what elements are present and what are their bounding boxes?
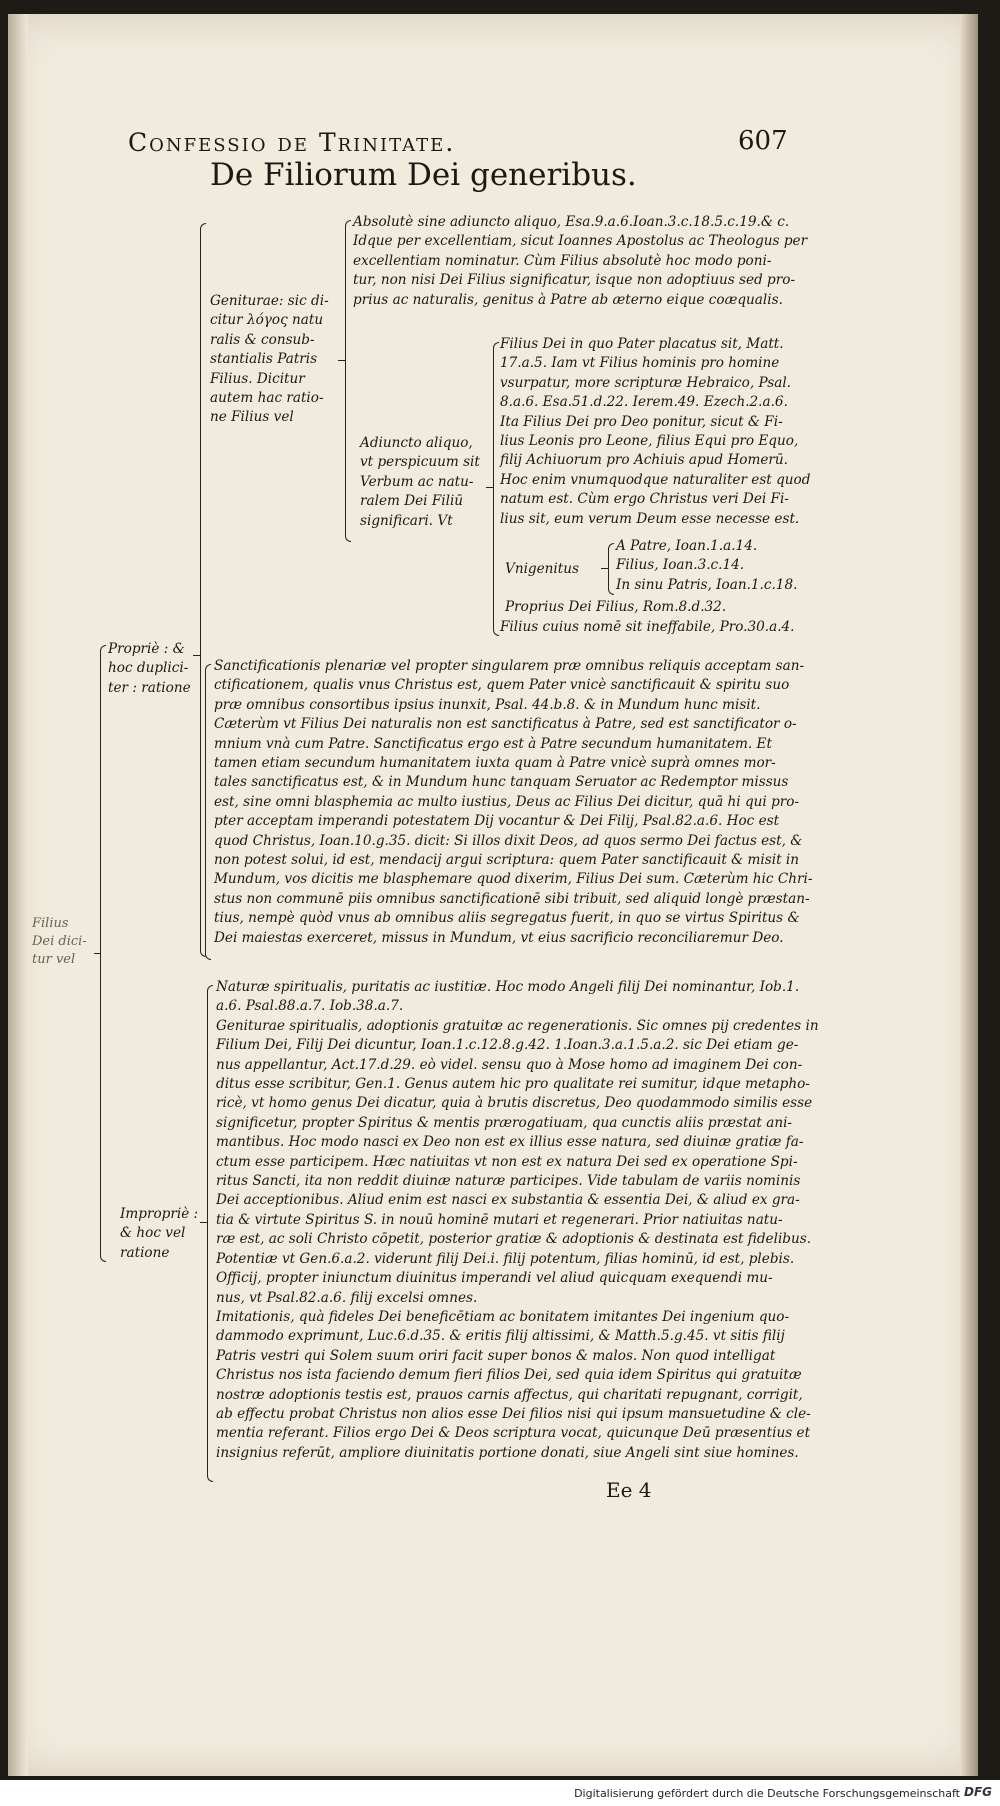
adiuncto-label	[360, 434, 480, 531]
text-line: excellentiam nominatur. Cùm Filius absolutè hoc modo poni-	[353, 252, 772, 269]
text-line: Patris vestri qui Solem suum oriri facit super bonos & malos. Non quod intelligat	[216, 1347, 776, 1364]
text-line: Sanctificationis plenariæ vel propter singularem præ omnibus reliquis acceptam san-	[214, 658, 805, 674]
text-line: præ omnibus consortibus ipsius inunxit, Psal. 44.b.8. & in Mundum hunc misit.	[214, 696, 761, 713]
label-line: ne Filius vel	[210, 409, 294, 426]
text-line: quod Christus, Ioan.10.g.35. dicit: Si illos dixit Deos, ad quos sermo Dei factus est, &	[214, 832, 803, 849]
adiuncto-brace	[493, 342, 499, 636]
page-number: 607	[738, 126, 788, 156]
footer-credit: Digitalisierung gefördert durch die Deutsche Forschungsgemeinschaft	[574, 1787, 960, 1800]
text-line: ctificationem, qualis vnus Christus est, quem Pater vnicè sanctificauit & spiritu suo	[214, 677, 790, 694]
vnigenitus-brace-tip	[601, 568, 608, 569]
vnigenitus-brace	[608, 543, 614, 595]
text-line: Idque per excellentiam, sicut Ioannes Apostolus ac Theologus per	[353, 233, 808, 250]
cuius-nomen-line	[500, 618, 795, 637]
label-line: ter : ratione	[108, 679, 191, 696]
list-item: In sinu Patris, Ioan.1.c.18.	[616, 576, 798, 593]
text-line: prius ac naturalis, genitus à Patre ab æterno eique coæqualis.	[353, 291, 783, 308]
text-line: mantibus. Hoc modo nasci ex Deo non est ex illius esse natura, sed diuinæ gratiæ fa-	[216, 1134, 804, 1151]
text-line: tia & virtute Spiritus S. in nouū hominē mutari et regenerari. Prior natiuitas natu-	[216, 1211, 783, 1228]
text-line: Geniturae spiritualis, adoptionis gratuitæ ac regenerationis. Sic omnes pij credentes in	[216, 1017, 819, 1034]
list-item: Filius, Ioan.3.c.14.	[616, 557, 745, 574]
geniturae-brace	[345, 220, 351, 542]
text-line: nostræ adoptionis testis est, prauos carnis affectus, qui charitati repugnant, corrigit,	[216, 1386, 803, 1403]
text-line: Officij, propter iniunctum diuinitus imperandi vel aliud quicquam exequendi mu-	[216, 1270, 773, 1287]
text-line: mnium vnà cum Patre. Sanctificatus ergo est à Patre secundum humanitatem. Et	[214, 735, 772, 752]
margin-note-filius	[32, 915, 87, 969]
text-line: Naturæ spiritualis, puritatis ac iustitiæ. Hoc modo Angeli filij Dei nominantur, Iob.1.	[216, 979, 800, 995]
page-edge	[960, 14, 978, 1776]
margin-note-line: tur vel	[32, 952, 76, 967]
text-line: ab effectu probat Christus non alios esse Dei filios nisi qui ipsum mansuetudine & cle-	[216, 1405, 811, 1422]
geniturae-brace-tip	[338, 360, 345, 361]
text-line: filij Achiuorum pro Achiuis apud Homerū.	[500, 452, 789, 469]
label-line: hoc duplici-	[108, 660, 189, 677]
absolute-block	[353, 213, 807, 310]
text-line: tamen etiam secundum humanitatem iuxta quam à Patre vnicè suprà omnes mor-	[214, 755, 776, 772]
label-line: Adiuncto aliquo,	[360, 435, 473, 451]
label-line: vt perspicuum sit	[360, 454, 480, 471]
label-line: Propriè : &	[108, 641, 185, 657]
text-line: Filius cuius nomē sit ineffabile, Pro.30.a.4.	[500, 619, 795, 635]
text-line: mentia referant. Filios ergo Dei & Deos scriptura vocat, quicunque Deū præsentius et	[216, 1425, 811, 1442]
text-line: Filius Dei in quo Pater placatus sit, Matt.	[500, 336, 784, 352]
text-line: Filium Dei, Filij Dei dicuntur, Ioan.1.c.12.8.g.42. 1.Ioan.3.a.1.5.a.2. sic Dei etiam ge-	[216, 1037, 799, 1054]
dfg-logo-icon: DFG	[963, 1785, 992, 1799]
text-line: est, sine omni blasphemia ac multo iustius, Deus ac Filius Dei dicitur, quā hi qui pro-	[214, 793, 800, 810]
text-line: pter acceptam imperandi potestatem Dij vocantur & Dei Filij, Psal.82.a.6. Hoc est	[214, 813, 780, 830]
text-line: non potest solui, id est, mendacij argui scriptura: quem Pater sanctificauit & misit in	[214, 852, 799, 869]
text-line: tius, nempè quòd vnus ab omnibus aliis segregatus fuerit, in quo se virtus Spiritus &	[214, 910, 800, 927]
text-line: ctum esse participem. Hæc natiuitas vt non est ex natura Dei sed ex operatione Spi-	[216, 1153, 798, 1170]
list-item: A Patre, Ioan.1.a.14.	[616, 538, 758, 554]
text-line: nus, vt Psal.82.a.6. filij excelsi omnes.	[216, 1289, 478, 1306]
text-line: dammodo exprimunt, Luc.6.d.35. & eritis filij altissimi, & Matth.5.g.45. vt sitis filij	[216, 1328, 785, 1345]
text-line: natum est. Cùm ergo Christus veri Dei Fi-	[500, 491, 789, 508]
text-line: Hoc enim vnumquodque naturaliter est quod	[500, 471, 811, 488]
text-line: Proprius Dei Filius, Rom.8.d.32.	[505, 599, 727, 615]
text-line: ditus esse scribitur, Gen.1. Genus autem hic pro qualitate rei sumitur, idque metapho-	[216, 1076, 810, 1093]
adiuncto-block	[500, 335, 810, 529]
text-line: tales sanctificatus est, & in Mundum hunc tanquam Seruator ac Redemptor missus	[214, 774, 789, 791]
text-line: a.6. Psal.88.a.7. Iob.38.a.7.	[216, 998, 404, 1015]
label-line: Filius. Dicitur	[210, 370, 305, 387]
vnigenitus-items	[616, 537, 797, 595]
label-line: significari. Vt	[360, 512, 453, 529]
text-line: Potentiæ vt Gen.6.a.2. viderunt filij Dei.i. filij potentum, filias hominū, id est, plebis.	[216, 1250, 795, 1267]
proprius-line	[505, 598, 726, 617]
text-line: tur, non nisi Dei Filius significatur, isque non adoptiuus sed pro-	[353, 272, 796, 289]
text-line: Dei acceptionibus. Aliud enim est nasci ex substantia & essentia Dei, & aliud ex gra-	[216, 1192, 800, 1209]
improprie-brace	[207, 985, 213, 1482]
label-line: stantialis Patris	[210, 351, 318, 368]
text-line: significetur, propter Spiritus & mentis prærogatiuam, qua cunctis aliis præstat ani-	[216, 1114, 793, 1131]
adiuncto-brace-tip	[486, 487, 493, 488]
improprie-block	[216, 978, 819, 1463]
text-line: insignius referūt, ampliore diuinitatis portione donati, siue Angeli sint siue homines.	[216, 1444, 799, 1461]
text-line: ritus Sancti, ita non reddit diuinæ naturæ participes. Vide tabulam de variis nominis	[216, 1173, 801, 1190]
label-line: autem hac ratio-	[210, 390, 324, 407]
text-line: nus appellantur, Act.17.d.29. eò videl. sensu quo à Mose homo ad imaginem Dei con-	[216, 1056, 803, 1073]
main-brace-tip	[94, 953, 101, 954]
text-line: Absolutè sine adiuncto aliquo, Esa.9.a.6.Ioan.3.c.18.5.c.19.& c.	[353, 214, 790, 230]
proprie-label	[108, 640, 191, 698]
improprie-brace-tip	[200, 1222, 207, 1223]
text-line: lius Leonis pro Leone, filius Equi pro Equo,	[500, 433, 799, 450]
label-line: ralis & consub-	[210, 331, 315, 348]
footer-bar	[0, 1780, 1000, 1806]
text-line: vsurpatur, more scripturæ Hebraico, Psal.	[500, 374, 791, 391]
text-line: Dei maiestas exerceret, missus in Mundum, vt eius sacrificio reconciliaremur Deo.	[214, 929, 784, 946]
improprie-label	[120, 1205, 198, 1263]
sanctificationis-brace	[205, 664, 211, 960]
label-line: ratione	[120, 1244, 170, 1261]
label-line: & hoc vel	[120, 1225, 186, 1242]
text-line: Cæterùm vt Filius Dei naturalis non est sanctificatus à Patre, sed est sanctificator o-	[214, 716, 797, 733]
margin-note-line: Dei dici-	[32, 934, 87, 949]
text-line: Ita Filius Dei pro Deo ponitur, sicut & Fi-	[500, 413, 783, 430]
text-line: 8.a.6. Esa.51.d.22. Ierem.49. Ezech.2.a.6.	[500, 394, 788, 411]
text-line: Christus nos ista faciendo demum fieri filios Dei, sed quia idem Spiritus qui gratuitæ	[216, 1367, 802, 1384]
page-gutter	[8, 14, 28, 1776]
vnigenitus-label	[505, 560, 579, 579]
margin-note-line: Filius	[32, 916, 69, 931]
label-line: Geniturae: sic di-	[210, 293, 329, 309]
text-line: ricè, vt homo genus Dei dicatur, quia à brutis discretus, Deo quodammodo similis esse	[216, 1095, 813, 1112]
text-line: lius sit, eum verum Deum esse necesse est.	[500, 510, 800, 527]
text-line: Mundum, vos dicitis me blasphemare quod dixerim, Filius Dei sum. Cæterùm hic Chri-	[214, 871, 813, 888]
proprie-brace-tip	[193, 655, 200, 656]
geniturae-label	[210, 292, 329, 428]
sanctificationis-block	[214, 657, 812, 948]
label-line: Impropriè :	[120, 1206, 199, 1222]
running-head: Confessio de Trinitate.	[128, 128, 456, 157]
text-line: Imitationis, quà fideles Dei beneficētiam ac bonitatem imitantes Dei ingenium quo-	[216, 1308, 790, 1325]
text-line: 17.a.5. Iam vt Filius hominis pro homine	[500, 355, 780, 372]
signature-mark: Ee 4	[606, 1478, 652, 1502]
label-line: citur λόγος natu	[210, 312, 324, 329]
label-line: Verbum ac natu-	[360, 473, 474, 490]
text-line: ræ est, ac soli Christo cōpetit, posterior gratiæ & adoptionis & destinata est fidelibus.	[216, 1231, 812, 1248]
label-line: Vnigenitus	[505, 561, 579, 577]
page-title: De Filiorum Dei generibus.	[210, 157, 637, 193]
label-line: ralem Dei Filiū	[360, 493, 464, 510]
text-line: stus non communē piis omnibus sanctificationē sibi tribuit, sed aliquid longè præstan-	[214, 890, 810, 907]
